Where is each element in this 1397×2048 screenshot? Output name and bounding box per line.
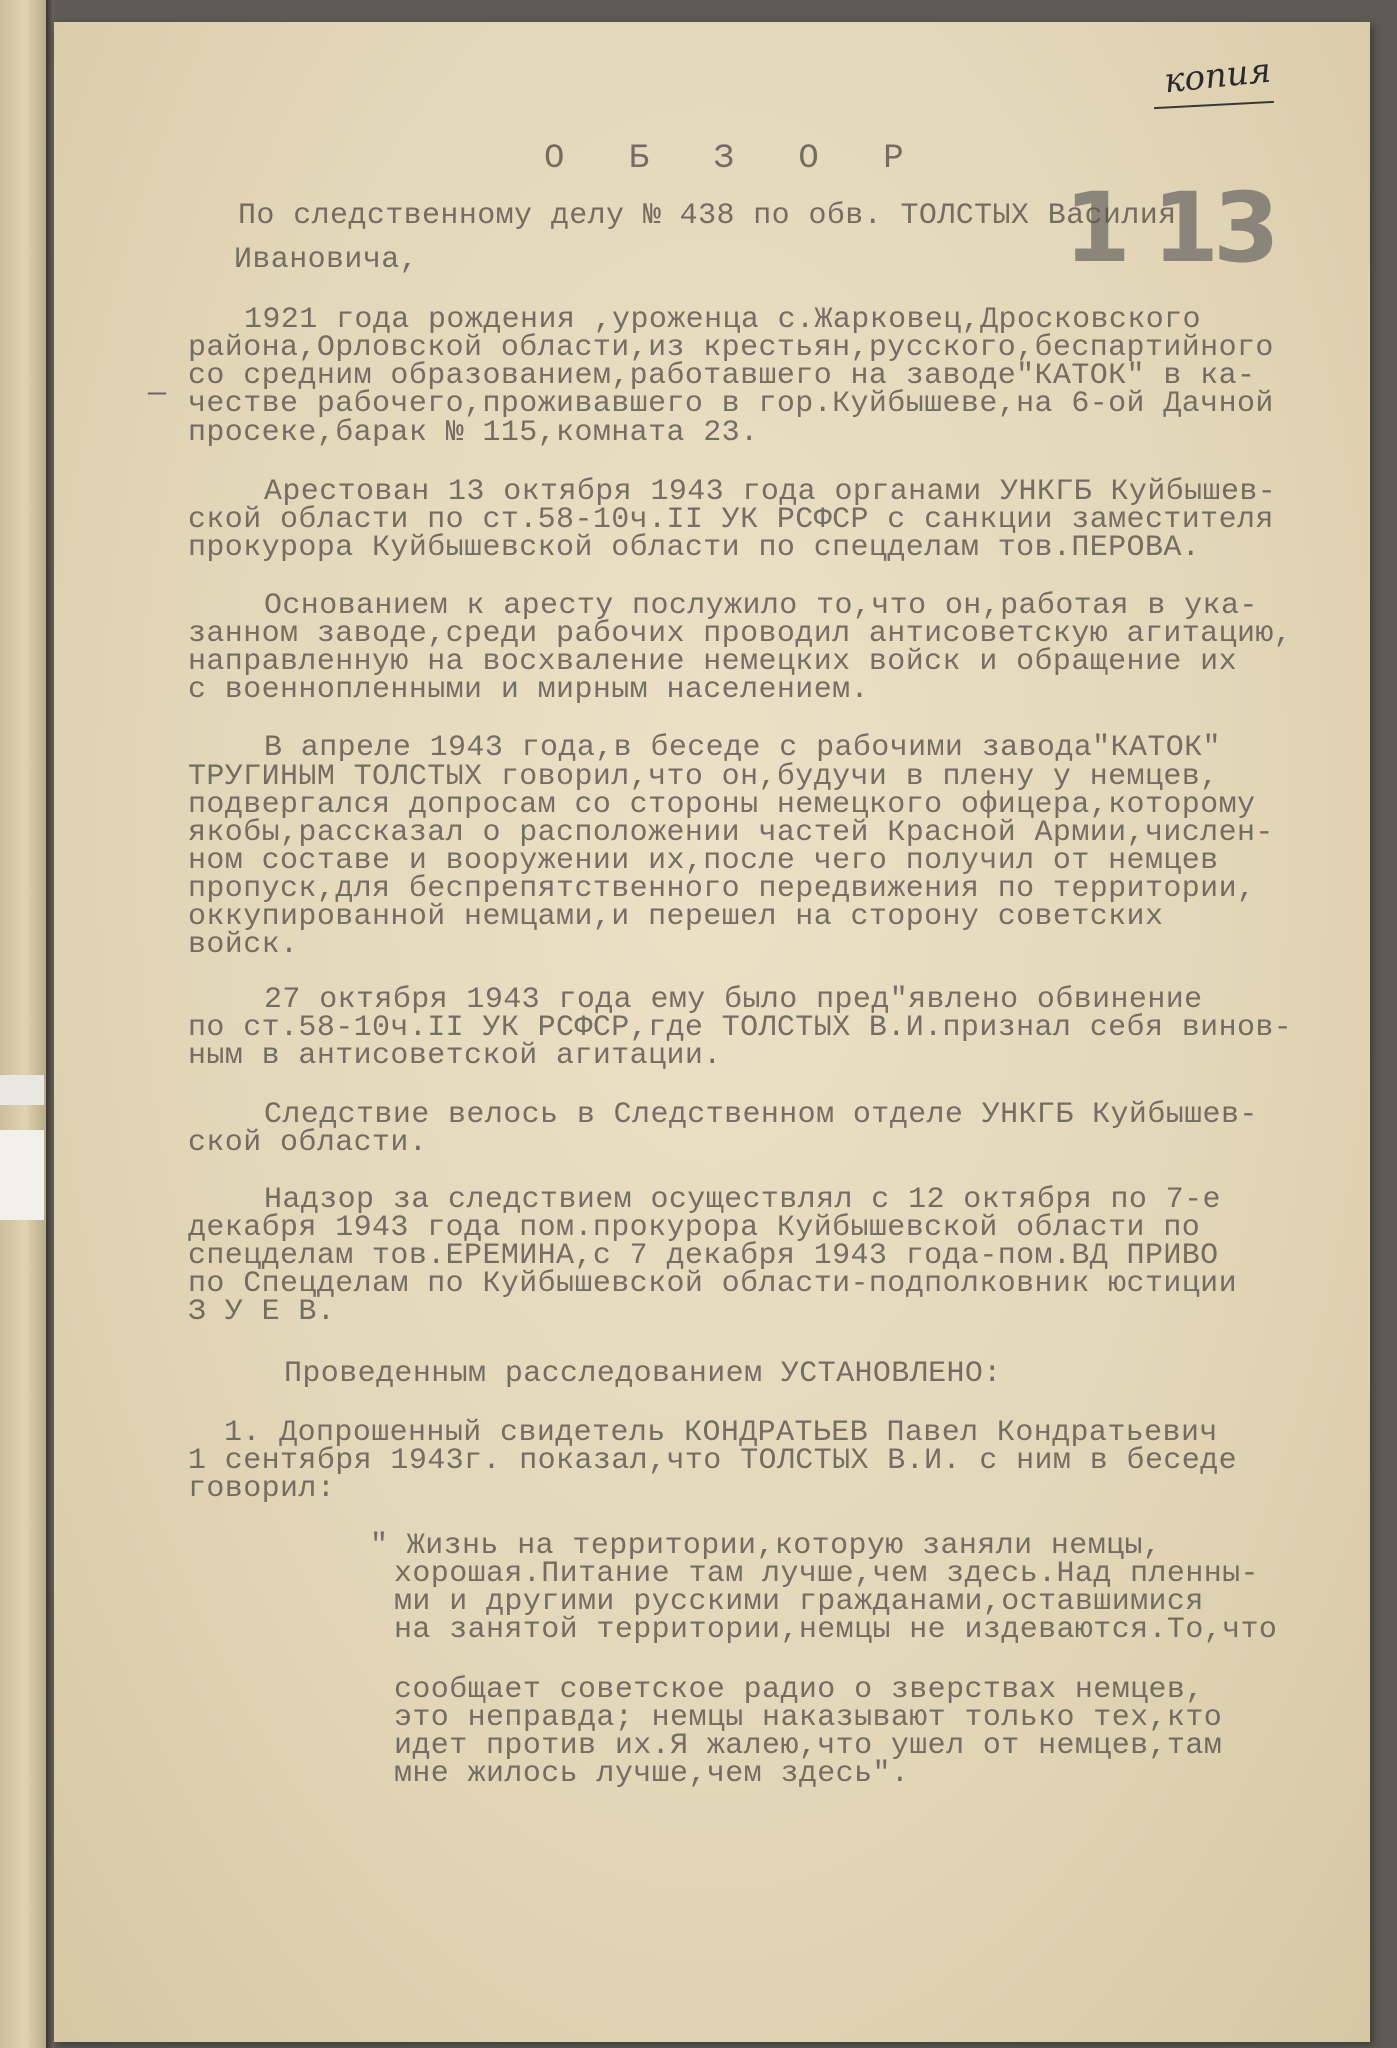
pencil-folio-mark: 1 13 (1064, 172, 1274, 284)
quote-line: на занятой территории,немцы не издеваются.То,что (394, 1613, 1278, 1647)
paragraph-line: Арестован 13 октября 1943 года органами УНКГБ Куйбышев- (264, 475, 1277, 509)
paragraph-line: говорил: (188, 1472, 336, 1506)
paragraph-line: района,Орловской области,из крестьян,русского,беспартийного (188, 331, 1274, 365)
paragraph-line: пропуск,для беспрепятственного передвижения по территории, (188, 872, 1256, 906)
paragraph-line: ном составе и вооружении их,после чего получил от немцев (188, 844, 1219, 878)
margin-dash-mark: — (148, 377, 167, 411)
handwritten-note: копия (1162, 50, 1273, 102)
paragraph-line: оккупированной немцами,и перешел на сторону советских (188, 900, 1164, 934)
paragraph-line: со средним образованием,работавшего на заводе"КАТОК" в ка- (188, 359, 1256, 393)
handwritten-underline (1154, 101, 1274, 109)
heading-line: Ивановича, (234, 243, 419, 277)
quote-line: мне жилось лучше,чем здесь". (394, 1757, 910, 1791)
paragraph-line: просеке,барак № 115,комната 23. (188, 416, 759, 450)
paragraph-line: честве рабочего,проживавшего в гор.Куйбышеве,на 6-ой Дачной (188, 387, 1274, 421)
paragraph-line: 27 октября 1943 года ему было пред"явлено обвинение (264, 983, 1203, 1017)
paragraph-line: с военнопленными и мирным населением. (188, 673, 869, 707)
paragraph-line: ской области по ст.58-10ч.II УК РСФСР с санкции заместителя (188, 503, 1274, 537)
paragraph-line: подвергался допросам со стороны немецкого офицера,которому (188, 788, 1256, 822)
binding-gap (46, 0, 54, 2048)
quote-line: " Жизнь на территории,которую заняли немцы, (370, 1529, 1162, 1563)
document-sheet (54, 22, 1370, 2042)
paragraph-line: спецделам тов.ЕРЕМИНА,с 7 декабря 1943 года-пом.ВД ПРИВО (188, 1239, 1219, 1273)
paragraph-line: Следствие велось в Следственном отделе УНКГБ Куйбышев- (264, 1098, 1258, 1132)
paragraph-line: по ст.58-10ч.II УК РСФСР,где ТОЛСТЫХ В.И.признал себя винов- (188, 1011, 1293, 1045)
quote-line: это неправда; немцы наказывают только тех,кто (394, 1701, 1223, 1735)
paragraph-line: 1921 года рождения ,уроженца с.Жарковец,Дросковского (244, 303, 1201, 337)
paragraph-line: В апреле 1943 года,в беседе с рабочими завода"КАТОК" (264, 731, 1221, 765)
quote-line: сообщает советское радио о зверствах немцев, (394, 1673, 1204, 1707)
paragraph-line: 1 сентября 1943г. показал,что ТОЛСТЫХ В.И. с ним в беседе (188, 1444, 1237, 1478)
quote-line: хорошая.Питание там лучше,чем здесь.Над пленны- (394, 1557, 1259, 1591)
paragraph-line: Основанием к аресту послужило то,что он,работая в ука- (264, 589, 1258, 623)
paragraph-line: якобы,рассказал о расположении частей Красной Армии,числен- (188, 816, 1274, 850)
paragraph-line: Надзор за следствием осуществлял с 12 октября по 7-е (264, 1183, 1221, 1217)
quote-line: идет против их.Я жалею,что ушел от немцев,там (394, 1729, 1223, 1763)
paragraph-line: направленную на восхваление немецких войск и обращение их (188, 645, 1237, 679)
paragraph-line: прокурора Куйбышевской области по спецделам тов.ПЕРОВА. (188, 531, 1201, 565)
paragraph-line: занном заводе,среди рабочих проводил антисоветскую агитацию, (188, 617, 1293, 651)
paragraph-line: 1. Допрошенный свидетель КОНДРАТЬЕВ Павел Кондратьевич (224, 1416, 1218, 1450)
paragraph-line: Проведенным расследованием УСТАНОВЛЕНО: (284, 1357, 1002, 1391)
paragraph-line: ным в антисоветской агитации. (188, 1039, 722, 1073)
paragraph-line: декабря 1943 года пом.прокурора Куйбышевской области по (188, 1211, 1201, 1245)
paragraph-line: ТРУГИНЫМ ТОЛСТЫХ говорил,что он,будучи в плену у немцев, (188, 760, 1219, 794)
paragraph-line: по Спецделам по Куйбышевской области-подполковник юстиции (188, 1267, 1237, 1301)
paragraph-line: войск. (188, 928, 299, 962)
paragraph-line: ской области. (188, 1126, 428, 1160)
previous-page-edge (0, 0, 46, 2048)
paper-tab-bottom (0, 1130, 44, 1220)
paper-tab-top (0, 1075, 44, 1105)
page-title: О Б З О Р (544, 140, 926, 178)
heading-line: По следственному делу № 438 по обв. ТОЛСТЫХ Василия (238, 199, 1177, 233)
quote-line: ми и другими русскими гражданами,оставшимися (394, 1585, 1204, 1619)
paragraph-line: З У Е В. (188, 1295, 336, 1329)
